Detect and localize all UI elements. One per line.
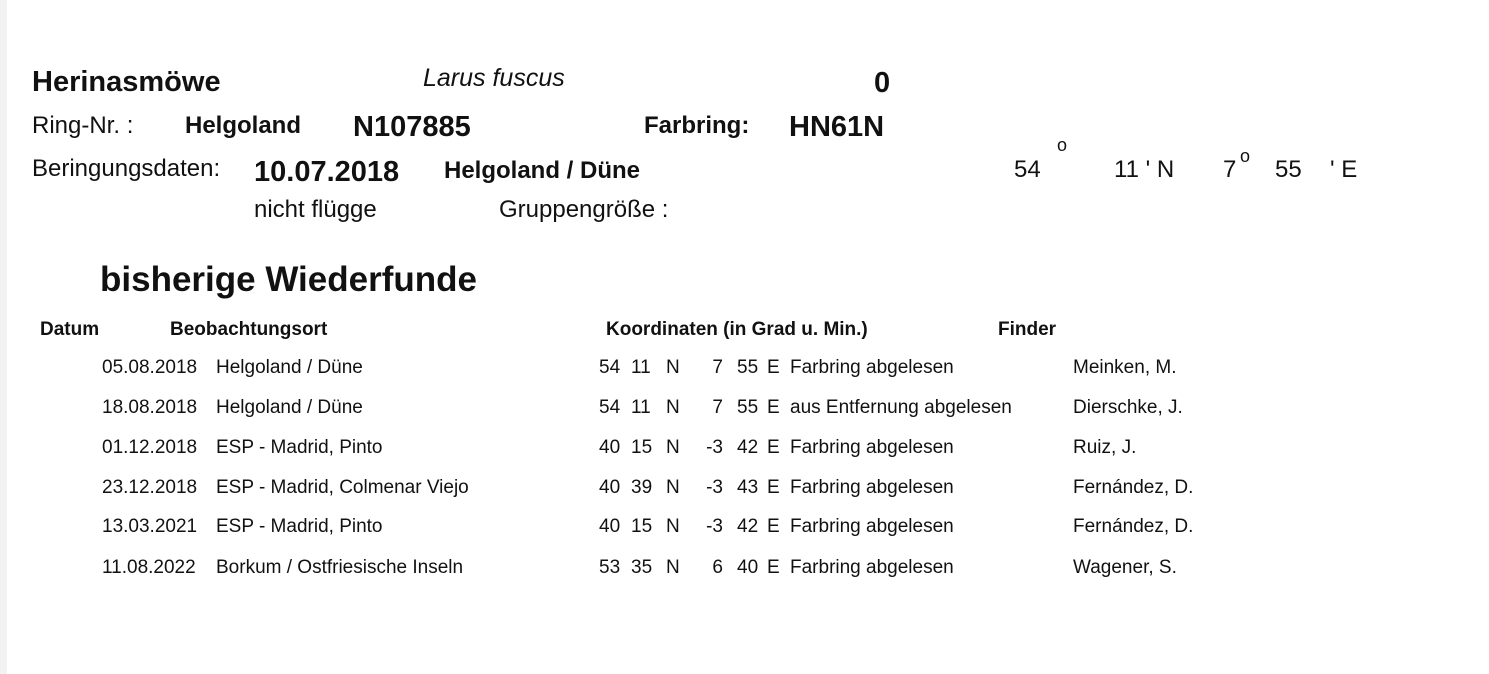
recovery-ns: N	[666, 397, 680, 418]
table-row	[7, 358, 1489, 382]
recovery-place: ESP - Madrid, Pinto	[216, 437, 383, 458]
recovery-ew: E	[767, 557, 780, 578]
recovery-place: ESP - Madrid, Colmenar Viejo	[216, 477, 469, 498]
recovery-lat-degrees: 54	[599, 397, 621, 418]
recovery-ns: N	[666, 516, 680, 537]
recovery-lon-minutes: 40	[737, 557, 759, 578]
recovery-lon-minutes: 42	[737, 516, 759, 537]
recovery-lat-minutes: 11	[631, 397, 651, 418]
recovery-lat-degrees: 53	[599, 557, 621, 578]
recovery-method: Farbring abgelesen	[790, 357, 954, 378]
color-ring-label: Farbring:	[644, 112, 750, 139]
record-count: 0	[874, 67, 891, 99]
recovery-finder: Wagener, S.	[1073, 557, 1177, 578]
recovery-method: aus Entfernung abgelesen	[790, 397, 1012, 418]
color-ring-code: HN61N	[789, 111, 885, 143]
recovery-finder: Meinken, M.	[1073, 357, 1177, 378]
ringing-status: nicht flügge	[254, 196, 377, 223]
lat-degree-symbol: o	[1057, 135, 1068, 155]
recovery-ew: E	[767, 357, 780, 378]
ring-scheme: Helgoland	[185, 112, 302, 139]
ringing-data-label: Beringungsdaten:	[32, 155, 221, 182]
recovery-lon-minutes: 55	[737, 397, 759, 418]
ringing-lat-degrees: 54	[1014, 156, 1041, 183]
recovery-ew: E	[767, 397, 780, 418]
recovery-lat-degrees: 40	[599, 477, 621, 498]
species-latin-name: Larus fuscus	[423, 64, 565, 92]
recovery-lon-minutes: 42	[737, 437, 759, 458]
lon-degree-symbol: o	[1240, 146, 1251, 166]
recovery-date: 05.08.2018	[102, 357, 198, 378]
recovery-ew: E	[767, 477, 780, 498]
ringing-lon-degrees: 7	[1223, 156, 1237, 183]
ringing-place: Helgoland / Düne	[444, 157, 641, 184]
recovery-date: 11.08.2022	[102, 557, 196, 578]
recovery-place: Borkum / Ostfriesische Inseln	[216, 557, 464, 578]
recovery-ns: N	[666, 437, 680, 458]
recovery-lon-minutes: 43	[737, 477, 759, 498]
recovery-finder: Fernández, D.	[1073, 477, 1194, 498]
recoveries-title: bisherige Wiederfunde	[100, 260, 477, 299]
recovery-lon-degrees: -3	[706, 437, 723, 458]
recovery-ns: N	[666, 477, 680, 498]
column-header-date: Datum	[40, 319, 100, 340]
recovery-lat-degrees: 40	[599, 437, 621, 458]
recovery-lon-degrees: 7	[712, 357, 723, 378]
table-row	[7, 398, 1489, 422]
recovery-lon-degrees: 6	[712, 557, 723, 578]
recovery-method: Farbring abgelesen	[790, 557, 954, 578]
table-row	[7, 438, 1489, 462]
column-header-place: Beobachtungsort	[170, 319, 328, 340]
ringing-lon-suffix: ' E	[1330, 156, 1358, 183]
table-row	[7, 558, 1489, 582]
ringing-lon-minutes: 55	[1275, 156, 1302, 183]
recovery-lat-minutes: 15	[631, 437, 653, 458]
ringing-lat-minutes: 11 ' N	[1114, 156, 1175, 183]
recovery-finder: Ruiz, J.	[1073, 437, 1137, 458]
recovery-place: Helgoland / Düne	[216, 397, 363, 418]
recovery-date: 13.03.2021	[102, 516, 198, 537]
recovery-lon-degrees: 7	[712, 397, 723, 418]
recovery-lon-degrees: -3	[706, 516, 723, 537]
column-header-finder: Finder	[998, 319, 1057, 340]
ringing-date: 10.07.2018	[254, 156, 400, 188]
recovery-lat-degrees: 54	[599, 357, 621, 378]
recovery-finder: Fernández, D.	[1073, 516, 1194, 537]
recovery-date: 18.08.2018	[102, 397, 198, 418]
recovery-lat-minutes: 11	[631, 357, 651, 378]
recovery-method: Farbring abgelesen	[790, 477, 954, 498]
recovery-method: Farbring abgelesen	[790, 516, 954, 537]
recovery-method: Farbring abgelesen	[790, 437, 954, 458]
recovery-ew: E	[767, 516, 780, 537]
table-row	[7, 478, 1489, 502]
ring-number: N107885	[353, 111, 471, 143]
table-row	[7, 517, 1489, 541]
species-name: Herinasmöwe	[32, 66, 221, 98]
recovery-lon-degrees: -3	[706, 477, 723, 498]
ring-record-page	[7, 0, 1489, 674]
recovery-place: ESP - Madrid, Pinto	[216, 516, 383, 537]
recovery-lat-degrees: 40	[599, 516, 621, 537]
group-size-label: Gruppengröße :	[499, 196, 669, 223]
recovery-ns: N	[666, 357, 680, 378]
recovery-lat-minutes: 35	[631, 557, 653, 578]
ring-number-label: Ring-Nr. :	[32, 112, 134, 139]
recovery-finder: Dierschke, J.	[1073, 397, 1183, 418]
recovery-ew: E	[767, 437, 780, 458]
recovery-date: 23.12.2018	[102, 477, 198, 498]
recovery-place: Helgoland / Düne	[216, 357, 363, 378]
recovery-lon-minutes: 55	[737, 357, 759, 378]
recovery-ns: N	[666, 557, 680, 578]
column-header-coordinates: Koordinaten (in Grad u. Min.)	[606, 319, 868, 340]
recovery-date: 01.12.2018	[102, 437, 198, 458]
recovery-lat-minutes: 15	[631, 516, 653, 537]
recovery-lat-minutes: 39	[631, 477, 653, 498]
